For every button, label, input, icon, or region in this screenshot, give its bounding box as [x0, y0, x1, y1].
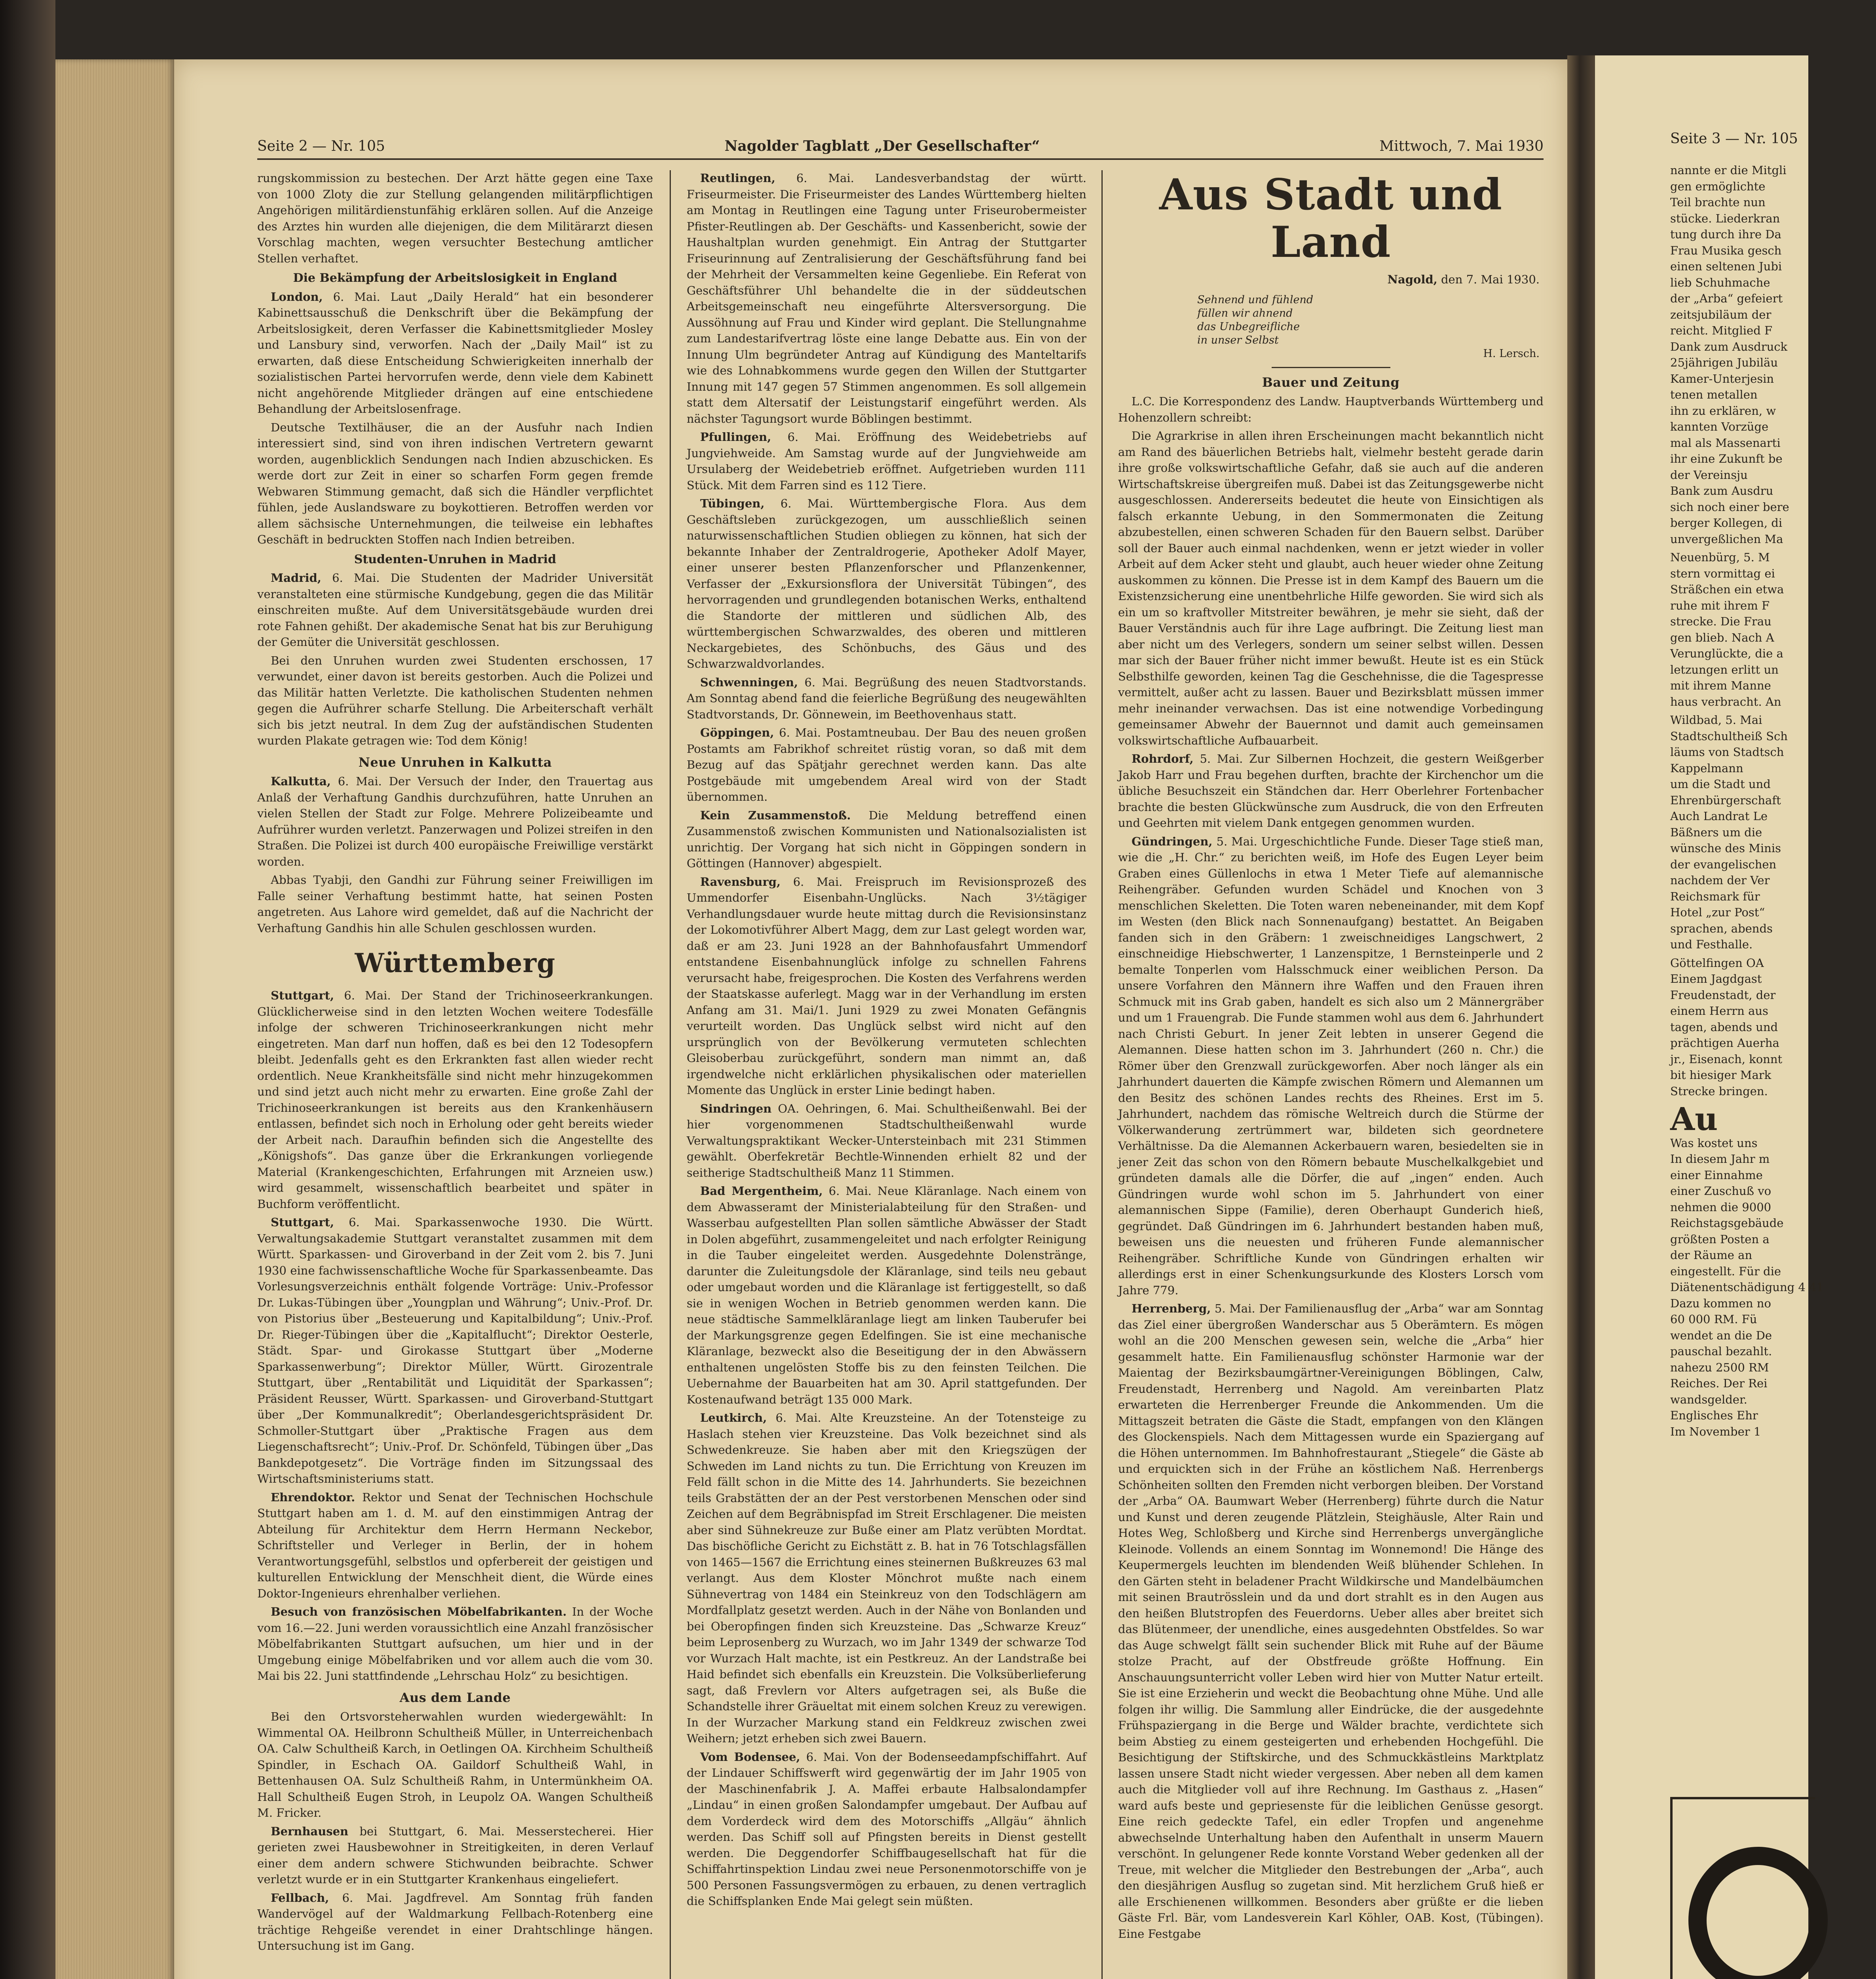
page3-line: tung durch ihre Da	[1670, 228, 1781, 241]
page-edges	[55, 59, 174, 1979]
article-text: 6. Mai. Jagdfrevel. Am Sonntag früh fanden Wandervögel auf der Waldmarkung Fellbach-Rotenberg eine trächtige Rehgeiße verendet in einer Drahtschlinge hängen. Untersuchung ist im Gang.	[257, 1891, 653, 1952]
article-text: 6. Mai. Laut „Daily Herald“ hat ein besonderer Kabinettsausschuß die Denkschrift über die Bekämpfung der Arbeitslosigkeit, deren Verfasser die Kabinettsmitglieder Mosley und Lansbury sind, verworfen. Nach der „Daily Mail“ ist zu erwarten, daß diese Entscheidung Schwierigkeiten innerhalb der sozialistischen Partei hervorrufen werde, denn viele dem Kabinett nicht angehörende Mitglieder drängen auf eine entschiedene Behandlung der Arbeitslosenfrage.	[257, 290, 653, 416]
page3-block	[1670, 1135, 1876, 1440]
page3-line: kannten Vorzüge	[1670, 420, 1769, 433]
page3-line: der Räume an	[1670, 1248, 1753, 1262]
poem-line: füllen wir ahnend	[1197, 307, 1293, 319]
page3-line: wandsgelder.	[1670, 1392, 1747, 1406]
article-text: L.C. Die Korrespondenz des Landw. Hauptverbands Württemberg und Hohenzollern schreibt:	[1118, 395, 1544, 424]
article-text: 6. Mai. Württembergische Flora. Aus dem Geschäftsleben zurückgezogen, um ausschließlich seinen naturwissenschaftlichen Studien obliegen zu können, hat sich der bekannte Inhaber der Zentraldrogerie, Apotheker Adolf Mayer, einer unserer besten Pflanzenforscher und Pflanzenkenner, Verfasser der „Exkursionsflora der Universität Tübingen“, des hervorragenden und grundlegenden botanischen Werks, enthaltend die Standorte der mittleren und südlichen Alb, des württembergischen Schwarzwaldes, des oberen und mittleren Neckargebietes, des Schönbuchs, des Gäus und des Schwarzwaldvorlandes.	[687, 497, 1086, 670]
article-place: Sindringen	[700, 1102, 772, 1115]
article-place: Göppingen,	[700, 726, 774, 739]
page3-line: Stadtschultheiß Sch	[1670, 729, 1788, 743]
article-text: bei Stuttgart, 6. Mai. Messerstecherei. Hier gerieten zwei Hausbewohner in Streitigkeiten, in deren Verlauf einer dem andern schwere Stichwunden beibrachte. Schwer verletzt wurde er in ein Stuttgarter Krankenhaus eingeliefert.	[257, 1824, 653, 1886]
article-text: 6. Mai. Landesverbandstag der württ. Friseurmeister. Die Friseurmeister des Landes Württemberg hielten am Montag in Reutlingen eine Tagung unter Friseurobermeister Pfister-Reutlingen ab. Der Geschäfts- und Kassenbericht, sowie der Haushaltplan wurden genehmigt. Ein Antrag der Stuttgarter Friseurinnung auf Zentralisierung der Geschäftsführung fand bei der Mehrheit der Versammelten keine Gegenliebe. Ein Referat von Geschäftsführer Uhl behandelte die in der süddeutschen Arbeitsgemeinschaft neu eingeführte Altersversorgung. Die Aussöhnung auf Frau und Kinder wird geplant. Die Stellungnahme zum Landestarifvertrag löste eine lange Debatte aus. Ein von der Innung Ulm begründeter Antrag auf Kündigung des Manteltarifs wie des Lohnabkommens wurde gegen den Willen der Stuttgarter Innung mit 147 gegen 57 Stimmen angenommen. Es soll allgemein statt dem Altersatif der Leistungstarif eingeführt werden. Als nächster Tagungsort wurde Böblingen bestimmt.	[687, 171, 1086, 425]
page3-line: Ehrenbürgerschaft	[1670, 793, 1781, 807]
article-text: 6. Mai. Der Stand der Trichinoseerkrankungen. Glücklicherweise sind in den letzten Wochen weitere Todesfälle infolge der schweren Trichinoseerkrankungen nicht mehr eingetreten. Man darf nun hoffen, daß es bei den 12 Todesopfern bleibt. Jedenfalls geht es den Erkrankten fast allen wieder recht ordentlich. Neue Krankheitsfälle sind nicht mehr hinzugekommen und sind jetzt auch nicht mehr zu erwarten. Eine große Zahl der Trichinoseerkrankungen ist bereits aus den Krankenhäusern entlassen, befindet sich noch in Erholung oder geht bereits wieder der Arbeit nach. Daraufhin befinden sich die Angestellte des „Königshofs“. Das ganze über die Erkrankungen vorliegende Material (Krankengeschichten, Erfahrungen mit Arzneien usw.) wird gesammelt, wissenschaftlich bearbeitet und später in Buchform veröffentlicht.	[257, 989, 653, 1211]
poem-author: H. Lersch.	[1483, 347, 1540, 360]
divider	[1272, 367, 1390, 368]
article-text: Rektor und Senat der Technischen Hochschule Stuttgart haben am 1. d. M. auf den einstimmigen Antrag der Abteilung für Architektur dem Herrn Hermann Neckebor, Schriftsteller und Verleger in Berlin, der in hohem Verantwortungsgefühl, selbstlos und opferbereit der geistigen und kulturellen Entwicklung der Menschheit dient, die Würde eines Doktor-Ingenieurs ehrenhalber verliehen.	[257, 1490, 653, 1600]
article-text: 6. Mai. Freispruch im Revisionsprozeß des Ummendorfer Eisenbahn-Unglücks. Nach 3½tägiger Verhandlungsdauer wurde heute mittag durch die Revisionsinstanz der Lokomotivführer Albert Magg, dem zur Last gelegt worden war, daß er am 23. Juni 1928 an der Bahnhofausfahrt Ummendorf entstandene Eisenbahnunglück infolge zu schnellen Fahrens verursacht habe, freigesprochen. Die Kosten des Verfahrens werden der Staatskasse auferlegt. Magg war in der Verhandlung im ersten Anfang am 31. Mai/1. Juni 1929 zu zwei Monaten Gefängnis verurteilt worden. Das Unglück selbst wird nicht auf den ursprünglich von der Bevölkerung vermuteten schlechten Gleisoberbau zurückgeführt, sondern man nimmt an, daß irgendwelche nicht erklärlichen physikalischen oder materiellen Momente das Unglück in erster Linie bedingt haben.	[687, 875, 1087, 1097]
article-text: Deutsche Textilhäuser, die an der Ausfuhr nach Indien interessiert sind, sind von ihren indischen Vertretern gewarnt worden, augenblicklich Sendungen nach Indien abzuschicken. Es werde dort zur Zeit in einer so scharfen Form gegen fremde Webwaren Stimmung gemacht, daß sich die Händler verpflichtet fühlen, jede Auslandsware zu boykottieren. Betroffen werden vor allem sächsische Unternehmungen, die teilweise ein lebhaftes Geschäft in bedruckten Stoffen nach Indien betreiben.	[257, 420, 653, 546]
page3-line: nachdem der Ver	[1670, 874, 1770, 887]
page3-line: zeitsjubiläum der	[1670, 308, 1772, 321]
ad-logo-o	[1688, 1847, 1828, 1979]
page3-line: nannte er die Mitgli	[1670, 163, 1787, 177]
page3-line: 25jährigen Jubiläu	[1670, 356, 1778, 369]
page3-header: Seite 3 — Nr. 105	[1670, 131, 1798, 147]
page3-line: einen seltenen Jubi	[1670, 260, 1782, 273]
page3-line: bit hiesiger Mark	[1670, 1068, 1772, 1082]
book-binding	[0, 0, 55, 1979]
article-text: 5. Mai. Zur Silbernen Hochzeit, die gestern Weißgerber Jakob Harr und Frau begehen durften, brachte der Kirchenchor um die übliche Besuchszeit ein Ständchen dar. Herr Oberlehrer Fortenbacher brachte die besten Glückwünsche zum Ausdruck, die von den Erfreuten und Geehrten mit vielem Dank entgegen genommen wurden.	[1118, 752, 1544, 830]
column-rule	[1101, 170, 1103, 1979]
article-place: Tübingen,	[700, 497, 765, 510]
article-text: 6. Mai. Der Versuch der Inder, den Trauertag aus Anlaß der Verhaftung Gandhis durchzuführen, hatte Unruhen an vielen Stellen der Stadt zur Folge. Mehrere Polizeibeamte und Aufrührer wurden verletzt. Panzerwagen und Polizei streifen in den Straßen. Die Polizei ist durch 400 europäische Freiwillige verstärkt worden.	[257, 775, 653, 868]
article-heading: Neue Unruhen in Kalkutta	[358, 754, 552, 770]
page3-line: gen blieb. Nach A	[1670, 631, 1774, 644]
poem-line: Sehnend und fühlend	[1197, 293, 1314, 306]
page3-line: Dazu kommen no	[1670, 1296, 1771, 1310]
article-place: Rohrdorf,	[1132, 752, 1194, 765]
article-place: Leutkirch,	[700, 1411, 767, 1424]
page3-line: Kamer-Unterjesin	[1670, 372, 1774, 386]
page3-line: sprachen, abends	[1670, 921, 1773, 935]
page3-line: Einem Jagdgast	[1670, 972, 1762, 986]
page3-line: letzungen erlitt un	[1670, 663, 1779, 676]
article-place: Kein Zusammenstoß.	[700, 808, 851, 822]
section-masthead: Aus Stadt und Land	[1159, 170, 1503, 267]
page3-line: sich noch einer bere	[1670, 500, 1789, 514]
page3-line: In diesem Jahr m	[1670, 1152, 1770, 1166]
article-place: Stuttgart,	[271, 989, 334, 1002]
page3-line: läums von Stadtsch	[1670, 745, 1784, 759]
page3-line: einem Herrn aus	[1670, 1004, 1768, 1018]
article-text: Bei den Ortsvorsteherwahlen wurden wiedergewählt: In Wimmental OA. Heilbronn Schultheiß Müller, in Unterreichenbach OA. Calw Schultheiß Karch, in Oetlingen OA. Kirchheim Schultheiß Spindler, in Eschach OA. Gaildorf Schultheiß Wahl, in Bettenhausen OA. Sulz Schultheiß Rahm, in Untermünkheim OA. Hall Schultheiß Eugen Stroh, in Leupolz OA. Wangen Schultheiß M. Fricker.	[257, 1710, 653, 1819]
page3-line: eingestellt. Für die	[1670, 1264, 1781, 1278]
page3-line: gen ermöglichte	[1670, 179, 1766, 193]
page3-line: mit ihrem Manne	[1670, 679, 1771, 692]
page3-line: prächtigen Auerha	[1670, 1036, 1779, 1050]
page-header	[257, 131, 1544, 160]
page3-line: stern vormittag ei	[1670, 566, 1775, 580]
motto-poem	[1197, 293, 1544, 361]
article-place: Madrid,	[271, 571, 321, 585]
page3-line: Englisches Ehr	[1670, 1409, 1758, 1422]
article-text: Abbas Tyabji, den Gandhi zur Führung seiner Freiwilligen im Falle seiner Verhaftung bestimmt hatte, hat seinen Posten angetreten. Aus Lahore wird gemeldet, daß auf die Nachricht der Verhaftung Gandhis hin alle Schulen geschlossen wurden.	[257, 873, 653, 935]
page3-line: Bäßners um die	[1670, 825, 1762, 839]
page3-line: Teil brachte nun	[1670, 196, 1766, 209]
article-place: Fellbach,	[271, 1891, 329, 1905]
page3-line: Was kostet uns	[1670, 1136, 1758, 1150]
page3-line: stücke. Liederkran	[1670, 211, 1780, 225]
page3-line: Neuenbürg, 5. M	[1670, 551, 1770, 564]
article-text: 6. Mai. Begrüßung des neuen Stadtvorstands. Am Sonntag abend fand die feierliche Begrüßung des neugewählten Stadtvorstands, Dr. Gönnewein, im Beethovenhaus statt.	[687, 675, 1087, 721]
article-place: Bernhausen	[271, 1824, 349, 1838]
article-place: Stuttgart,	[271, 1216, 334, 1229]
page3-line: pauschal bezahlt.	[1670, 1345, 1772, 1358]
article-text: 6. Mai. Von der Bodenseedampfschiffahrt. Auf der Lindauer Schiffswerft wird gegenwärtig der im Jahr 1905 von der Maschinenfabrik J. A. Maffei erbaute Halbsalondampfer „Lindau“ in einen großen Salondampfer umgebaut. Der Aufbau auf dem Vorderdeck wird dem des Motorschiffs „Allgäu“ ähnlich werden. Das Schiff soll auf Pfingsten bereits in Dienst gestellt werden. Die Deggendorfer Schiffbaugesellschaft hat für die Schiffahrtinspektion Lindau zwei neue Personenmotorschiffe von je 500 Personen Fassungsvermögen zu erbauen, zu denen vertraglich die Schiffsplanken Ende Mai gelegt sein müßten.	[687, 1750, 1087, 1908]
article-heading: Bauer und Zeitung	[1262, 374, 1400, 390]
section-heading: Aus dem Lande	[399, 1690, 511, 1705]
page3-line: Hotel „zur Post“	[1670, 906, 1765, 919]
article-place: Pfullingen,	[700, 430, 771, 444]
page-right-partial	[1595, 55, 1824, 1979]
page3-line: mal als Massenarti	[1670, 436, 1781, 450]
page3-line: ruhe mit ihrem F	[1670, 598, 1770, 612]
column-2	[687, 170, 1086, 1979]
dateline-place: Nagold,	[1387, 273, 1437, 286]
header-page-number: Seite 2 — Nr. 105	[257, 138, 385, 154]
page3-line: nehmen die 9000	[1670, 1200, 1772, 1214]
article-place: London,	[271, 290, 323, 304]
poem-line: das Unbegreifliche	[1197, 320, 1300, 333]
page3-line: Wildbad, 5. Mai	[1670, 713, 1762, 727]
article-text: Die Agrarkrise in allen ihren Erscheinungen macht bekanntlich nicht am Rand des bäuerlichen Betriebs halt, vielmehr besteht gerade darin ihre große volkswirtschaftliche Gefahr, daß sie auch auf die anderen Wirtschaftskreise übergreifen muß. Dabei ist das Zeitungsgewerbe nicht ausgeschlossen. Andererseits bedeutet die heute von Einsichtigen als falsch erkannte Uebung, in den Sommermonaten die Zeitung abzubestellen, einen schweren Schaden für den Bauern selbst. Darüber soll der Bauer auch einmal nachdenken, wenn er jetzt wieder in voller Arbeit auf dem Acker steht und glaubt, auch heuer wieder ohne Zeitung auskommen zu können. Die Presse ist in dem Kampf des Bauern um die Existenzsicherung eine unentbehrliche Hilfe geworden. Sie wird sich als ein um so kraftvoller Mitstreiter bewähren, je mehr sie sieht, daß der Bauer Verständnis auch für ihre Lage aufbringt. Die Zeitung liest man aber nicht um des Verlegers, sondern um seiner selbst willen. Dessen mar sich der Bauer früher nicht immer bewußt. Heute ist es ein Stück Selbsthilfe geworden, keinen Tag die Geschehnisse, die die Tagespresse vermittelt, außer acht zu lassen. Bauer und Bezirksblatt müssen immer mehr ineinander verwachsen. Das ist eine notwendige Vorbedingung gemeinsamer Abwehr der Bauernnot und damit auch gemeinsamen volkswirtschaftliche Aufbauarbeit.	[1118, 429, 1544, 747]
page3-line: tagen, abends und	[1670, 1020, 1778, 1034]
article-place: Gündringen,	[1132, 834, 1213, 848]
page3-line: unvergeßlichen Ma	[1670, 532, 1783, 546]
article-text: 5. Mai. Urgeschichtliche Funde. Dieser Tage stieß man, wie die „H. Chr.“ zu berichten weiß, im Hofe des Eugen Leyer beim Graben eines Güllenlochs in etwa 1 Meter Tiefe auf alemannische Reihengräber. Gefunden wurden Schädel und Knochen von 3 menschlichen Skeletten. Die Toten waren nebeneinander, mit dem Kopf im Westen (den Blick nach Sonnenaufgang) bestattet. An Beigaben fanden sich in den Gräbern: 1 zweischneidiges Langschwert, 2 einschneidige Hiebschwerter, 1 Lanzenspitze, 1 Bernsteinperle und 2 bemalte Tonperlen vom Halsschmuck einer weiblichen Person. Da unsere Vorfahren den Männern ihre Waffen und den Frauen ihren Schmuck mit ins Grab gaben, handelt es sich also um 2 Männergräber und um 1 Frauengrab. Die Funde stammen wohl aus dem 6. Jahrhundert nach Christi Geburt. In jener Zeit lebten in unserer Gegend die Alemannen. Diese hatten schon im 3. Jahrhundert (260 n. Chr.) die Römer über den Grenzwall zurückgeworfen. Aber noch länger als ein Jahrhundert dauerten die Kämpfe zwischen Römern und Alemannen um den Besitz des schönen Landes rechts des Rheines. Erst im 5. Jahrhundert, nachdem das römische Weltreich durch die Stürme der Völkerwanderung zertrümmert war, bildeten sich geordnetere Verhältnisse. Da die Alemannen Ackerbauern waren, besiedelten sie in jener Zeit das schon von den Römern bebaute Muschelkalkgebiet und gründeten damals alle die Dörfer, die auf „ingen“ enden. Auch Gündringen wurde wohl schon im 5. Jahrhundert von einer alemannischen Sippe (Familie), deren Oberhaupt Gunderich hieß, gegründet. Daß Gündringen im 6. Jahrhundert bestanden haben muß, beweisen uns die neuesten und früheren Funde alemannischer Reihengräber. Schriftliche Kunde von Gündringen erhalten wir allerdings erst in einer Schenkungsurkunde des Klosters Lorsch vom Jahre 779.	[1118, 834, 1544, 1297]
article-text: Bei den Unruhen wurden zwei Studenten erschossen, 17 verwundet, einer davon ist bereits gestorben. Auch die Polizei und das Militär hatten Verletzte. Die katholischen Studenten nehmen gegen die Aufrührer scharfe Stellung. Die Arbeiterschaft verhält sich bis jetzt neutral. In dem Zug der aufständischen Studenten wurden Plakate getragen wie: Tod dem König!	[257, 653, 653, 747]
article-text: 6. Mai. Die Studenten der Madrider Universität veranstalteten eine stürmische Kundgebung, gegen die das Militär einschreiten mußte. Auf dem Universitätsgebäude wurden drei rote Fahnen gehißt. Der akademische Senat hat bis zur Beruhigung der Gemüter die Universität geschlossen.	[257, 571, 653, 649]
page3-line: Strecke bringen.	[1670, 1084, 1768, 1098]
article-text: 5. Mai. Der Familienausflug der „Arba“ war am Sonntag das Ziel einer übergroßen Wanderschar aus 5 Oberämtern. Es mögen wohl an die 200 Menschen gewesen sein, welche die „Arba“ hier gesammelt hatte. Ein Familienausflug schönster Harmonie war der Maientag der Bezirksbaumgärtner-Vereinigungen Böblingen, Calw, Freudenstadt, Herrenberg und Nagold. Am vereinbarten Platz erwarteten die Herrenberger Freunde die Ankommenden. Um die Mittagszeit betraten die Gäste die Stadt, empfangen von den Klängen des Glockenspiels. Nach dem Mittagessen wurde ein Spaziergang auf die Höhen unternommen. Im Bahnhofrestaurant „Stiegele“ die Gäste ab und erquickten sich in der Frühe an köstlichem Naß. Herrenbergs Schönheiten sollten den Fremden nicht verborgen bleiben. Der Vorstand der „Arba“ OA. Baumwart Weber (Herrenberg) führte durch die Natur und Kunst und deren zeugende Plätzlein, Steighäusle, Alter Rain und Hotes Weg, Schloßberg und Kirche sind Herrenbergs unvergängliche Kleinode. Vollends an einem Sonntag im Wonnemond! Die Hänge des Keupermergels leuchten im blendenden Weiß blühender Schlehen. In den Gärten steht in beladener Pracht Wildkirsche und Mandelbäumchen mit seinen Brautrösslein und da und dort strahlt es in den Augen aus den heißen Blutstropfen des Feuerdorns. Ueber alles aber breitet sich das Blütenmeer, der unendliche, eines ausgedehnten Obstfeldes. So war das Auge schwelgt fällt sein suchender Blick mit Ruhe auf der Bäume stolze Pracht, auf der Obstfreude größte Hoffnung. Ein Anschauungsunterricht voller Leben wird hier von Mutter Natur erteilt. Sie ist eine Erzieherin und weckt die Beobachtung ohne Mühe. Und alle folgen ihr willig. Die Sammlung aller Eindrücke, die der ausgedehnte Frühspaziergang in die Berge und Wälder brachte, verdichtete sich beim Abstieg zu einem gesteigerten und erhebenden Hochgefühl. Die Besichtigung der Stiftskirche, und des Schmuckkästleins Marktplatz lassen unsere Stadt nicht wieder vergessen. Aber neben all dem kamen auch die Mitglieder voll auf ihre Rechnung. Im Gasthaus z. „Hasen“ ward aufs beste und gepriesenste für die leiblichen Genüsse gesorgt. Eine reich gedeckte Tafel, ein edler Tropfen und angenehme abwechselnde Unterhaltung haben den Aufenthalt in unserm Mauern verschönt. In gelungener Rede konnte Vorstand Weber gedenken all der Treue, mit welcher die Mitglieder den Bestrebungen der „Arba“, auch den diesjährigen Ausflug so zugetan sind. Mit herzlichem Gruß hieß er alle Erschienenen willkommen. Besonders aber grüßte er die lieben Gäste Frl. Bär, vom Landesverein Karl Köhler, OAB. Kost, (Tübingen). Eine Festgabe	[1118, 1302, 1544, 1941]
article-place: Vom Bodensee,	[700, 1750, 800, 1764]
page3-block	[1670, 162, 1876, 547]
page-left	[174, 59, 1567, 1979]
page3-column	[1670, 162, 1876, 1440]
page3-line: wünsche des Minis	[1670, 841, 1781, 855]
page3-line: Kappelmann	[1670, 761, 1743, 775]
columns	[257, 170, 1544, 1979]
page3-line: Reichsmark für	[1670, 889, 1760, 903]
page3-block	[1670, 712, 1876, 953]
article-text: In der Woche vom 16.—22. Juni werden voraussichtlich eine Anzahl französischer Möbelfabrikanten Stuttgart aufsuchen, um hier und in der Umgebung einige Möbelfabriken und vor allem auch die vom 30. Mai bis 22. Juni stattfindende „Lehrschau Holz“ zu besichtigen.	[257, 1605, 653, 1683]
article-text: 6. Mai. Alte Kreuzsteine. An der Totensteige zu Haslach stehen vier Kreuzsteine. Das Volk bezeichnet sind als Schwedenkreuze. Sie haben aber mit den Kriegszügen der Schweden im Land nichts zu tun. Die Errichtung von Kreuzen im Feld fällt schon in die Mitte des 14. Jahrhunderts. Sie bezeichnen teils Grabstätten der an der Pest verstorbenen Menschen oder sind Zeichen auf dem Begräbnispfad im Streit Erschlagener. Die meisten aber sind Sühnekreuze zur Buße einer am Platz verübten Mordtat. Das bischöfliche Gericht zu Eichstätt z. B. hat in 76 Totschlagsfällen von 1465—1567 die Errichtung eines steinernen Bußkreuzes 63 mal verlangt. Aus dem Kloster Mönchrot mußte nach einem Sühnevertrag von 1484 ein Steinkreuz von den Todschlägern am Mordfallplatz gesetzt werden. Auch in der Nähe von Bonlanden und bei Oberopfingen finden sich Kreuzsteine. Das „Schwarze Kreuz“ beim Leprosenberg zu Wurzach, wo im Jahr 1349 der schwarze Tod vor Wurzach Halt machte, ist ein Pestkreuz. An der Landstraße bei Haid befindet sich ebenfalls ein Kreuzstein. Die Volksüberlieferung sagt, daß Frevlern vor Alters aufgetragen sei, als Buße die Schandstelle ihrer Gräueltat mit einem solchen Kreuz zu verewigen. In der Wurzacher Markung stand ein Feldkreuz zwischen zwei Weihern; jetzt erheben sich zwei Bauern.	[687, 1411, 1087, 1745]
article-heading: Die Bekämpfung der Arbeitslosigkeit in England	[293, 271, 617, 285]
column-rule	[670, 170, 671, 1979]
page3-line: ihr eine Zukunft be	[1670, 452, 1783, 465]
book-gutter	[1567, 55, 1595, 1979]
article-place: Schwenningen,	[700, 675, 798, 689]
page3-line: tenen metallen	[1670, 388, 1758, 401]
page3-line: Freudenstadt, der	[1670, 988, 1776, 1002]
page3-line: und Festhalle.	[1670, 938, 1753, 951]
page3-line: wendet an die De	[1670, 1328, 1772, 1342]
poem-line: in unser Selbst	[1197, 334, 1279, 346]
page3-line: jr., Eisenach, konnt	[1670, 1052, 1783, 1066]
page3-line: der „Arba“ gefeiert	[1670, 292, 1783, 305]
article-place: Ehrendoktor.	[271, 1490, 355, 1504]
page3-line: der evangelischen	[1670, 857, 1777, 871]
article-text: 6. Mai. Eröffnung des Weidebetriebs auf Jungviehweide. Am Samstag wurde auf der Jungviehweide am Ursulaberg der Weidebetrieb eröffnet. Aufgetrieben wurden 111 Stück. Mit dem Farren sind es 112 Tiere.	[687, 430, 1087, 492]
header-date: Mittwoch, 7. Mai 1930	[1379, 138, 1544, 154]
dateline-date: den 7. Mai 1930.	[1441, 273, 1540, 286]
article-place: Kalkutta,	[271, 775, 331, 788]
article-place: Herrenberg,	[1132, 1302, 1211, 1315]
section-heading: Württemberg	[355, 948, 556, 978]
page3-block	[1670, 549, 1876, 710]
article-place: Reutlingen,	[700, 171, 776, 185]
page3-line: einer Zuschuß vo	[1670, 1184, 1772, 1198]
article-heading: Studenten-Unruhen in Madrid	[354, 552, 556, 566]
article-place: Besuch von französischen Möbelfabrikanten.	[271, 1605, 567, 1618]
page3-line: lieb Schuhmache	[1670, 275, 1770, 289]
article-text: rungskommission zu bestechen. Der Arzt hätte gegen eine Taxe von 1000 Zloty die zur Stellung gelangenden militärpflichtigen Angehörigen militärdienstunfähig erklären sollen. Auf die Anzeige des Arztes hin wurden alle diejenigen, die dem Militärarzt diesen Vorschlag machten, wegen versuchter Bestechung amtlicher Stellen verhaftet.	[257, 171, 653, 265]
page3-line: Göttelfingen OA	[1670, 956, 1764, 970]
page3-line: 60 000 RM. Fü	[1670, 1312, 1757, 1326]
page3-line: Dank zum Ausdruck	[1670, 340, 1788, 353]
page3-line: Reichstagsgebäude	[1670, 1216, 1784, 1230]
page3-line: haus verbracht. An	[1670, 695, 1781, 708]
article-place: Ravensburg,	[700, 875, 781, 889]
article-text: Die Meldung betreffend einen Zusammenstoß zwischen Kommunisten und Nationalsozialisten ist unrichtig. Der Vorgang hat sich nicht in Göppingen sondern in Göttingen (Hannover) abgespielt.	[687, 808, 1086, 870]
article-text: 6. Mai. Neue Kläranlage. Nach einem von dem Abwasseramt der Ministerialabteilung für den Straßen- und Wasserbau aufgestellten Plan sollen sämtliche Abwässer der Stadt in Dolen abgeführt, zusammengeleitet und nach erfolgter Reinigung in die Tauber eingeleitet werden. Ausgedehnte Dolenstränge, darunter die Zuleitungsdole der Kläranlage, sind teils neu gebaut oder umgebaut worden und die Kläranlage ist fertiggestellt, so daß sie in wenigen Wochen in Betrieb genommen werden kann. Die neue städtische Sammelkläranlage liegt am linken Tauberufer bei der Markungsgrenze gegen Edelfingen. Sie ist eine mechanische Kläranlage, bezweckt also die Beseitigung der in den Abwässern enthaltenen ungelösten Stoffe bis zu den feinsten Teilchen. Die Uebernahme der Bauarbeiten hat am 30. April stattgefunden. Der Kostenaufwand beträgt 135 000 Mark.	[687, 1184, 1087, 1406]
dateline	[1118, 272, 1540, 288]
page3-line: berger Kollegen, di	[1670, 516, 1783, 530]
article-text: OA. Oehringen, 6. Mai. Schultheißenwahl. Bei der hier vorgenommenen Stadtschultheißenwahl wurde Verwaltungspraktikant Wecker-Untersteinbach mit 231 Stimmen gewählt. Oberfekretär Bechtle-Winnenden erhielt 82 und der seitherige Stadtschultheiß Manz 11 Stimmen.	[687, 1102, 1087, 1179]
article-place: Bad Mergentheim,	[700, 1184, 823, 1198]
page3-line: nahezu 2500 RM	[1670, 1360, 1769, 1374]
page3-line: Sträßchen ein etwa	[1670, 583, 1784, 596]
page3-line: Bank zum Ausdru	[1670, 484, 1773, 498]
page3-line: Reiches. Der Rei	[1670, 1377, 1768, 1390]
page3-line: ihn zu erklären, w	[1670, 404, 1776, 418]
page3-line: der Vereinsju	[1670, 468, 1748, 482]
article-text: 6. Mai. Sparkassenwoche 1930. Die Württ. Verwaltungsakademie Stuttgart veranstaltet zusammen mit dem Württ. Sparkassen- und Giroverband in der Zeit vom 2. bis 7. Juni 1930 eine fachwissenschaftliche Woche für Sparkassenbeamte. Das Vorlesungsverzeichnis enthält folgende Vorträge: Univ.-Professor Dr. Lukas-Tübingen über „Youngplan und Währung“; Univ.-Prof. Dr. von Pistorius über „Besteuerung und Kapitalbildung“; Univ.-Prof. Dr. Rieger-Tübingen über die „Kapitalflucht“; Direktor Oesterle, Städt. Spar- und Girokasse Stuttgart über „Moderne Sparkassenwerbung“; Direktor Müller, Württ. Girozentrale Stuttgart, über „Rentabilität und Liquidität der Sparkassen“; Präsident Reusser, Württ. Sparkassen- und Giroverband-Stuttgart über „Der Kommunalkredit“; Oberlandesgerichtspräsident Dr. Schmoller-Stuttgart über „Praktische Fragen aus dem Liegenschaftsrecht“; Univ.-Prof. Dr. Schönfeld, Tübingen über „Das Bankdepotgesetz“. Die Vorträge finden im Sitzungssaal des Wirtschaftsministeriums statt.	[257, 1216, 653, 1485]
article-text: 6. Mai. Postamtneubau. Der Bau des neuen großen Postamts am Fabrikhof schreitet rüstig voran, so daß mit dem Bezug auf das Spätjahr gerechnet werden kann. Das alte Postgebäude mit umgebendem Areal wird von der Stadt übernommen.	[687, 726, 1086, 803]
page3-line: Im November 1	[1670, 1424, 1761, 1438]
page3-line: Auch Landrat Le	[1670, 809, 1768, 823]
page3-line: Verunglückte, die a	[1670, 647, 1783, 660]
column-1	[257, 170, 653, 1979]
page3-line: reicht. Mitglied F	[1670, 324, 1773, 337]
page3-section-heading: Au	[1670, 1100, 1718, 1138]
page3-line: strecke. Die Frau	[1670, 615, 1772, 628]
page3-line: um die Stadt und	[1670, 777, 1771, 791]
header-newspaper-title: Nagolder Tagblatt „Der Gesellschafter“	[724, 138, 1040, 154]
page3-block	[1670, 955, 1876, 1100]
page3-line: Frau Musika gesch	[1670, 243, 1782, 257]
column-3	[1118, 170, 1544, 1979]
page3-line: Diätenentschädigung 4 41	[1670, 1280, 1824, 1294]
advertisement	[1670, 1797, 1815, 1979]
page3-line: größten Posten a	[1670, 1232, 1770, 1246]
page3-line: einer Einnahme	[1670, 1168, 1763, 1182]
